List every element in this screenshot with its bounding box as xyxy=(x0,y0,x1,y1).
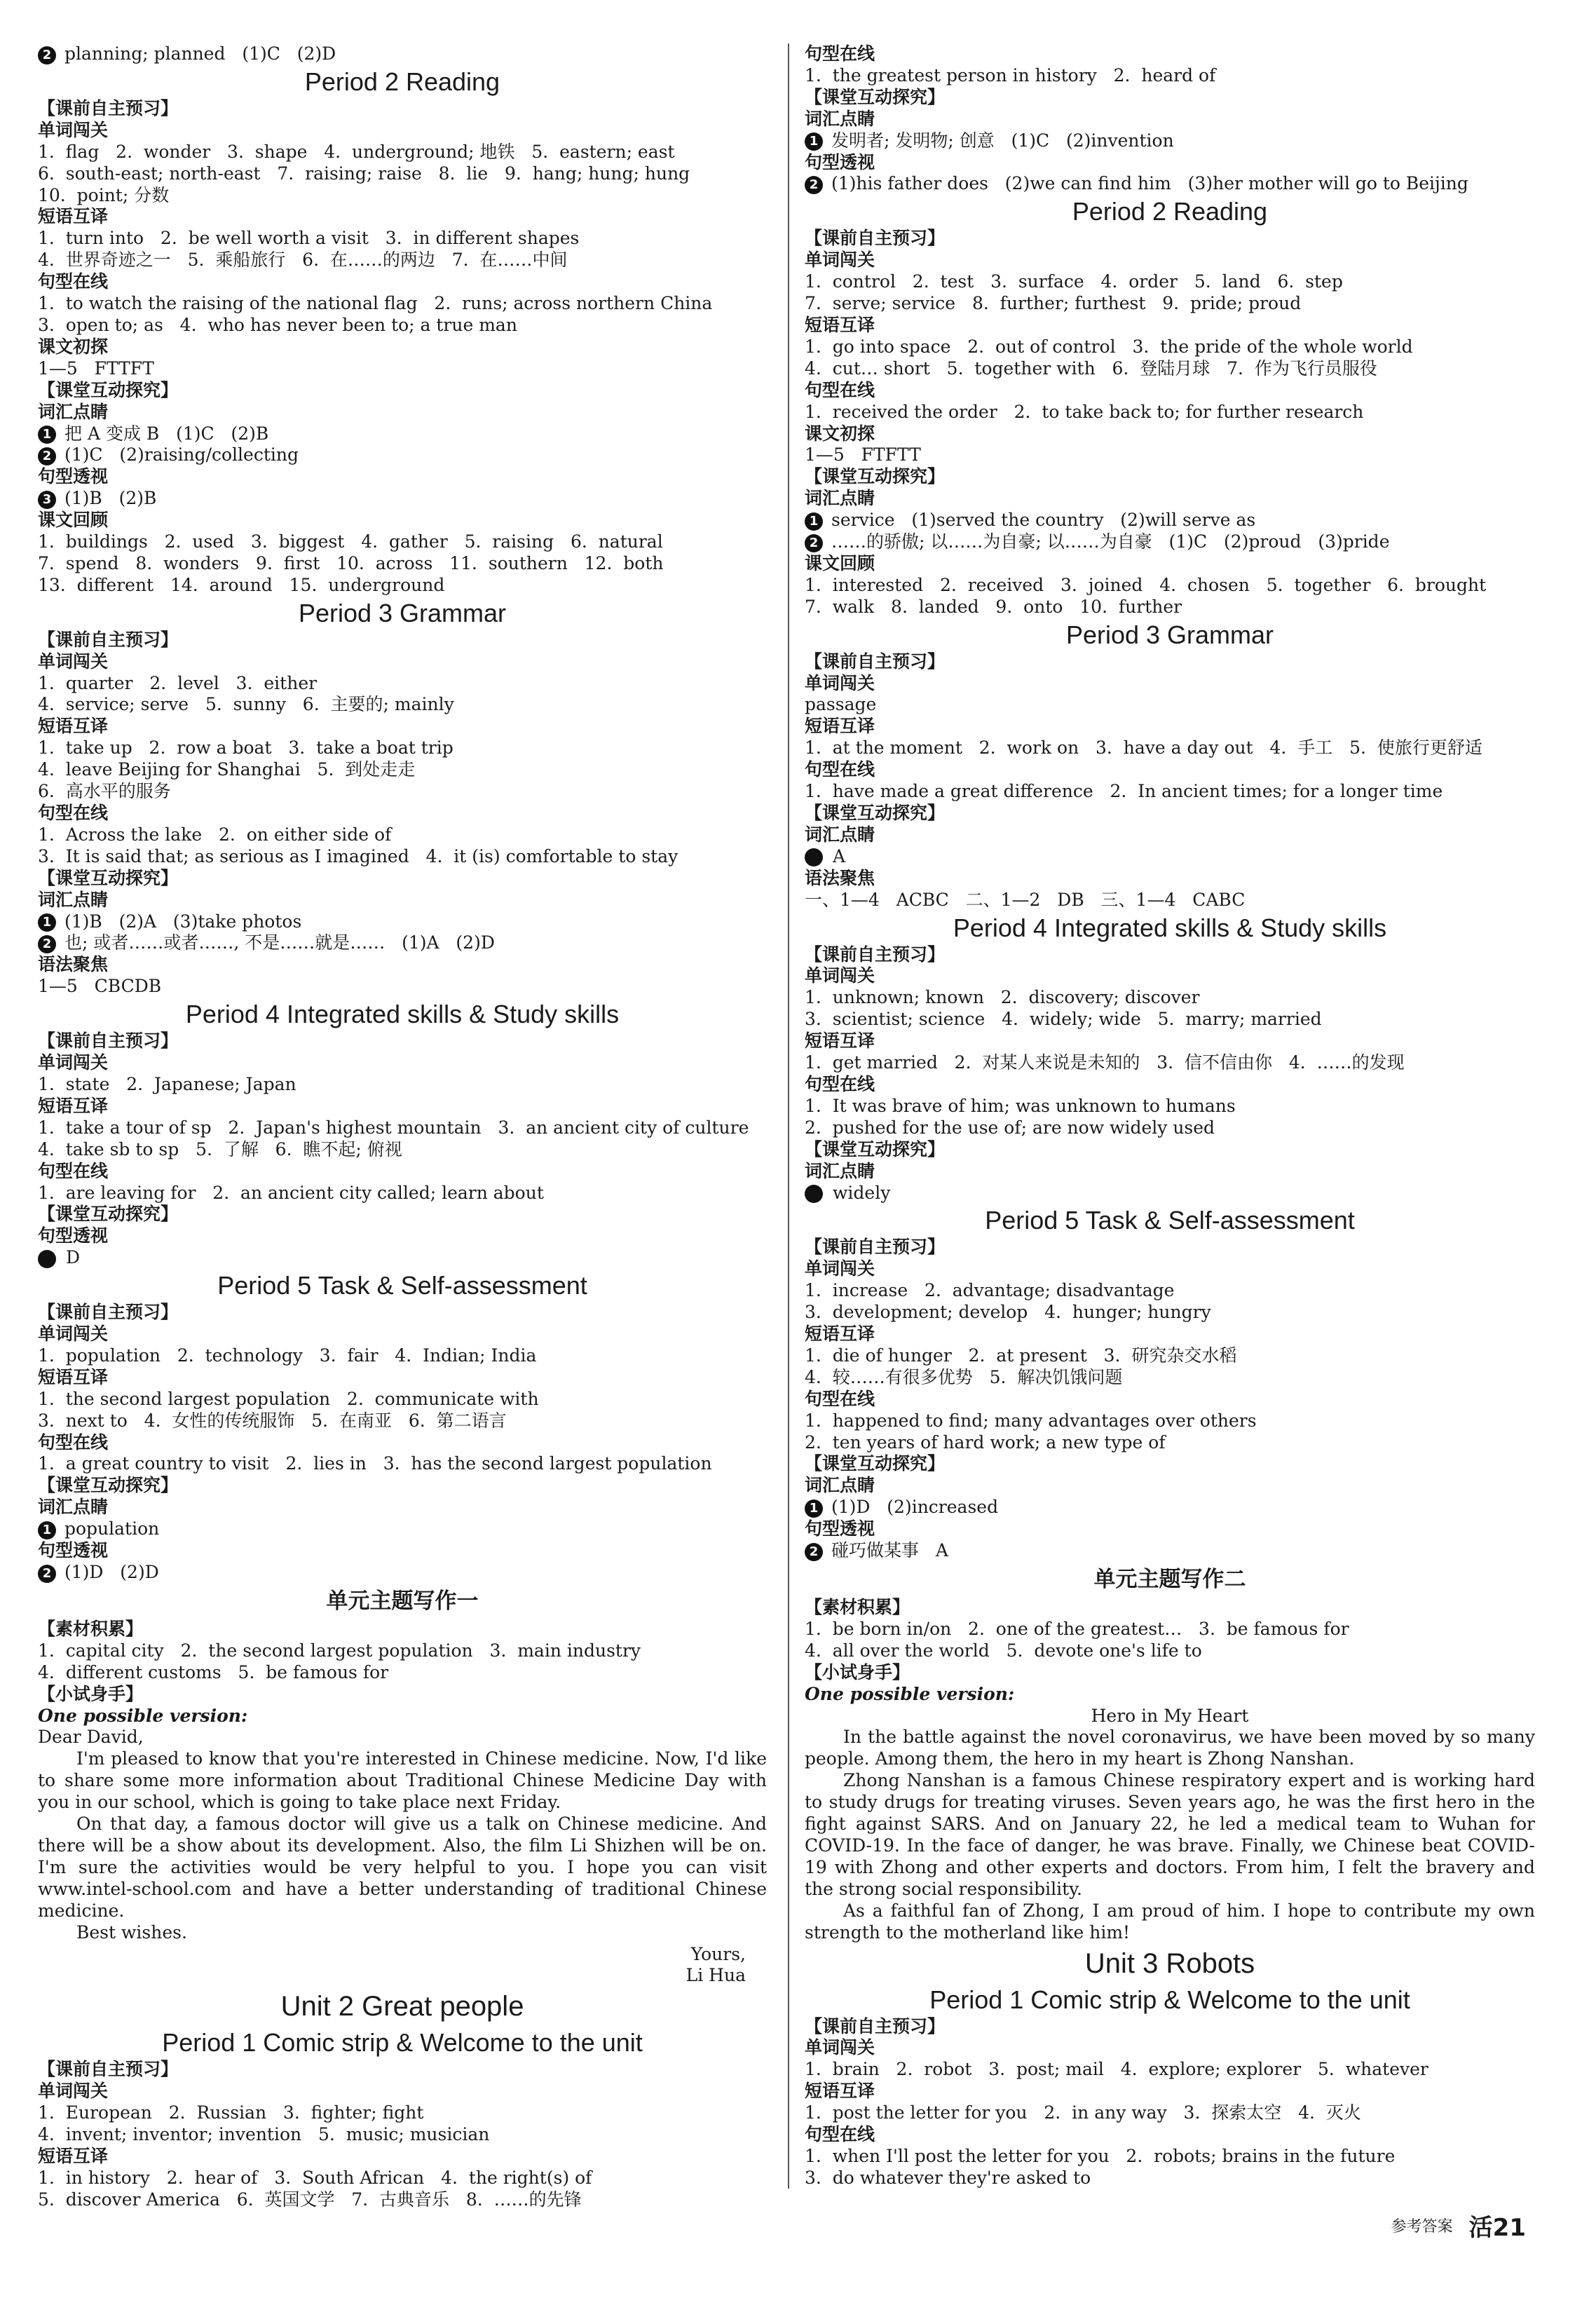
section-heading: 单词闯关 xyxy=(805,965,875,986)
answer-line: 4. different customs 5. be famous for xyxy=(38,1661,389,1682)
section-heading: 词汇点睛 xyxy=(805,108,875,129)
writing-title: 单元主题写作二 xyxy=(1093,1567,1246,1592)
section-heading: 句型在线 xyxy=(805,379,875,400)
answer-line: 1. have made a great difference 2. In ancient times; for a longer time xyxy=(805,781,1443,802)
answer-line: 3. scientist; science 4. widely; wide 5. marry; married xyxy=(805,1009,1322,1030)
answer-line: 4. 世界奇迹之一 5. 乘船旅行 6. 在……的两边 7. 在……中间 xyxy=(38,250,568,271)
answer-line xyxy=(38,488,767,510)
answer-line: 1. unknown; known 2. discovery; discover xyxy=(805,987,1200,1008)
section-heading: 句型透视 xyxy=(38,1225,109,1246)
section-heading: 词汇点睛 xyxy=(38,1497,109,1518)
section-heading: 单词闯关 xyxy=(38,119,109,140)
section-heading: 【课前自主预习】 xyxy=(805,944,946,965)
answer-line: 1. at the moment 2. work on 3. have a day out 4. 手工 5. 使旅行更舒适 xyxy=(805,737,1482,759)
section-heading: 句型在线 xyxy=(805,2124,875,2145)
answer-text: (1)his father does (2)we can find him (3)her mother will go to Beijing xyxy=(831,173,1468,194)
answer-text: 发明者; 发明物; 创意 (1)C (2)invention xyxy=(831,130,1174,151)
number-badge: 1 xyxy=(805,1500,823,1518)
answer-line xyxy=(805,531,1535,553)
letter-signature: Li Hua xyxy=(686,1965,746,1986)
answer-line: 1. the greatest person in history 2. heard of xyxy=(805,64,1216,86)
answer-line: 3. do whatever they're asked to xyxy=(805,2167,1091,2188)
answer-line xyxy=(38,1518,767,1540)
answer-line xyxy=(805,173,1535,195)
section-heading: 词汇点睛 xyxy=(38,401,109,422)
answer-line: 1. happened to find; many advantages over others xyxy=(805,1410,1257,1431)
section-heading: 课文初探 xyxy=(805,423,875,444)
answer-line: 6. 高水平的服务 xyxy=(38,781,171,802)
answer-line: 7. walk 8. landed 9. onto 10. further xyxy=(805,596,1182,617)
section-heading: 短语互译 xyxy=(805,314,875,335)
section-heading: 课文初探 xyxy=(38,336,109,357)
answer-line xyxy=(38,423,767,445)
answer-line xyxy=(805,1183,1535,1204)
section-heading: 【课前自主预习】 xyxy=(805,651,946,672)
answer-line: 1. capital city 2. the second largest population 3. main industry xyxy=(38,1640,641,1661)
section-heading: 句型在线 xyxy=(38,1432,109,1453)
letter-signature: Yours, xyxy=(690,1943,746,1964)
section-heading: 【课堂互动探究】 xyxy=(805,86,946,107)
answer-text: (1)C (2)raising/collecting xyxy=(64,444,299,465)
answer-line: 1. when I'll post the letter for you 2. robots; brains in the future xyxy=(805,2145,1396,2166)
section-heading: 【课前自主预习】 xyxy=(38,2059,179,2080)
section-heading: 句型在线 xyxy=(38,803,109,823)
answer-line: 7. spend 8. wonders 9. first 10. across 11. southern 12. both xyxy=(38,552,664,573)
section-heading: 句型在线 xyxy=(805,43,875,64)
sample-label: One possible version: xyxy=(805,1683,1015,1704)
section-heading: 词汇点睛 xyxy=(805,488,875,509)
answer-line: 1. interested 2. received 3. joined 4. chosen 5. together 6. brought xyxy=(805,574,1487,595)
answer-line: 1. It was brave of him; was unknown to humans xyxy=(805,1095,1236,1116)
section-heading: 单词闯关 xyxy=(38,1052,109,1073)
period-title: Period 5 Task & Self-assessment xyxy=(217,1271,587,1300)
answer-line: 3. open to; as 4. who has never been to; a true man xyxy=(38,314,517,335)
section-heading: 词汇点睛 xyxy=(805,824,875,845)
section-heading: 句型透视 xyxy=(805,151,875,172)
period-title: Period 1 Comic strip & Welcome to the unit xyxy=(162,2028,643,2058)
section-heading: 语法聚焦 xyxy=(805,867,875,888)
section-heading: 词汇点睛 xyxy=(805,1475,875,1496)
period-title: Period 1 Comic strip & Welcome to the unit xyxy=(929,1985,1410,2014)
answer-line: 4. all over the world 5. devote one's life to xyxy=(805,1640,1202,1661)
section-heading: 单词闯关 xyxy=(805,2037,875,2058)
answer-line xyxy=(805,846,1535,868)
period-title: Period 4 Integrated skills & Study skills xyxy=(953,913,1387,942)
bullet-dot-icon xyxy=(805,848,823,866)
answer-line xyxy=(38,1562,767,1584)
section-heading: 单词闯关 xyxy=(805,1258,875,1279)
section-heading: 【课前自主预习】 xyxy=(805,228,946,249)
answer-line: 4. take sb to sp 5. 了解 6. 瞧不起; 俯视 xyxy=(38,1138,402,1160)
answer-line: 1. state 2. Japanese; Japan xyxy=(38,1073,296,1094)
column-divider xyxy=(788,43,789,2189)
section-heading: 【课前自主预习】 xyxy=(38,1302,179,1323)
answer-text: A xyxy=(833,845,846,866)
answer-line: 1—5 FTFTT xyxy=(805,444,921,465)
answer-line: 1. die of hunger 2. at present 3. 研究杂交水稻 xyxy=(805,1345,1237,1366)
section-heading: 句型在线 xyxy=(38,1160,109,1181)
answer-text: (1)B (2)A (3)take photos xyxy=(64,911,302,932)
answer-line: 1. increase 2. advantage; disadvantage xyxy=(805,1280,1175,1301)
bullet-dot-icon xyxy=(805,1185,823,1203)
section-heading: 句型在线 xyxy=(805,1073,875,1094)
answer-line: 1. be born in/on 2. one of the greatest… 3. be famous for xyxy=(805,1618,1349,1639)
section-heading: 【课堂互动探究】 xyxy=(38,1204,179,1225)
page-footer xyxy=(1391,2208,1526,2243)
answer-line xyxy=(805,1497,1535,1518)
number-badge: 2 xyxy=(38,1565,56,1583)
section-heading: 短语互译 xyxy=(38,206,109,227)
answer-line: passage xyxy=(805,694,877,715)
number-badge: 2 xyxy=(38,447,56,465)
answer-text: 碰巧做某事 A xyxy=(831,1540,948,1561)
section-heading: 【课前自主预习】 xyxy=(38,1031,179,1052)
section-heading: 短语互译 xyxy=(805,1324,875,1345)
number-badge: 2 xyxy=(38,46,56,64)
period-title: Period 2 Reading xyxy=(1072,197,1268,226)
section-heading: 单词闯关 xyxy=(38,651,109,672)
period-title: Period 3 Grammar xyxy=(298,598,507,627)
right-column xyxy=(805,43,1535,2193)
section-heading: 单词闯关 xyxy=(805,250,875,271)
sample-label: One possible version: xyxy=(38,1705,248,1726)
answer-line: 4. cut… short 5. together with 6. 登陆月球 7. 作为飞行员服役 xyxy=(805,358,1377,379)
answer-line: 1. post the letter for you 2. in any way 3. 探索太空 4. 灭火 xyxy=(805,2102,1361,2123)
answer-line: 1—5 FTTFT xyxy=(38,358,154,379)
section-heading: 短语互译 xyxy=(38,716,109,737)
section-heading: 句型透视 xyxy=(805,1518,875,1539)
section-heading: 句型透视 xyxy=(38,466,109,487)
answer-line xyxy=(38,911,767,933)
section-heading: 短语互译 xyxy=(38,1095,109,1116)
period-title: Period 5 Task & Self-assessment xyxy=(985,1206,1355,1235)
section-heading: 【课堂互动探究】 xyxy=(38,379,179,400)
section-heading: 【课前自主预习】 xyxy=(38,629,179,650)
section-heading: 句型透视 xyxy=(38,1540,109,1561)
left-column xyxy=(38,43,767,2210)
unit-title: Unit 3 Robots xyxy=(1084,1947,1255,1979)
number-badge: 3 xyxy=(38,491,56,509)
answer-line: 1. control 2. test 3. surface 4. order 5. land 6. step xyxy=(805,271,1343,292)
answer-line: 1. in history 2. hear of 3. South African 4. the right(s) of xyxy=(38,2167,592,2188)
essay-paragraph: On that day, a famous doctor will give us a talk on Chinese medicine. And there will be a show about its development. Also, the film Li Shizhen will be on. I'm sure the activities would be very helpful to you. I hope you can visit www.intel-school.com and have a better understanding of traditional Chinese medicine. xyxy=(38,1814,767,1921)
bullet-dot-icon xyxy=(38,1250,56,1268)
letter-greeting: Dear David, xyxy=(38,1727,144,1748)
answer-line: 6. south-east; north-east 7. raising; raise 8. lie 9. hang; hung; hung xyxy=(38,163,690,184)
section-heading: 短语互译 xyxy=(805,2081,875,2102)
answer-line: 7. serve; service 8. further; furthest 9. pride; proud xyxy=(805,293,1302,314)
answer-line: 3. next to 4. 女性的传统服饰 5. 在南亚 6. 第二语言 xyxy=(38,1410,507,1431)
essay-paragraph: As a faithful fan of Zhong, I am proud of him. I hope to contribute my own strength to the motherland like him! xyxy=(805,1900,1535,1943)
answer-line: 2. ten years of hard work; a new type of xyxy=(805,1432,1166,1453)
number-badge: 1 xyxy=(805,132,823,151)
period-title: Period 3 Grammar xyxy=(1065,620,1274,649)
answer-line: 3. development; develop 4. hunger; hungry xyxy=(805,1302,1211,1323)
answer-line: 1. quarter 2. level 3. either xyxy=(38,672,318,693)
answer-line: 1. buildings 2. used 3. biggest 4. gather 5. raising 6. natural xyxy=(38,531,663,552)
essay-paragraph: Zhong Nanshan is a famous Chinese respiratory expert and is working hard to study drugs for treating viruses. Seven years ago, he was the first hero in the fight against SARS. And on January 22, he led a medical team to Wuhan for COVID-19. In the face of danger, he was brave. Finally, we Chinese beat COVID-19 with Zhong and other experts and doctors. From him, I felt the bravery and the strong social responsibility. xyxy=(805,1770,1535,1899)
section-heading: 句型在线 xyxy=(805,759,875,780)
section-heading: 短语互译 xyxy=(38,2145,109,2166)
number-badge: 2 xyxy=(805,1543,823,1561)
section-heading: 单词闯关 xyxy=(38,2081,109,2102)
number-badge: 2 xyxy=(38,935,56,953)
essay-paragraph: I'm pleased to know that you're interested in Chinese medicine. Now, I'd like to share some more information about Traditional Chinese Medicine Day with you in our school, which is going to take place next Friday. xyxy=(38,1748,767,1813)
answer-line: 4. invent; inventor; invention 5. music; musician xyxy=(38,2124,490,2145)
answer-line: 1. the second largest population 2. communicate with xyxy=(38,1388,539,1409)
answer-line: 1. turn into 2. be well worth a visit 3. in different shapes xyxy=(38,228,580,249)
answer-line xyxy=(38,43,767,65)
essay-paragraph: Best wishes. xyxy=(76,1922,187,1943)
number-badge: 1 xyxy=(38,913,56,932)
section-heading: 课文回顾 xyxy=(38,510,109,531)
page-number: 活21 xyxy=(1468,2214,1526,2242)
section-heading: 【课前自主预习】 xyxy=(805,1237,946,1258)
answer-line: 4. service; serve 5. sunny 6. 主要的; mainly xyxy=(38,694,454,715)
answer-line: 1—5 CBCDB xyxy=(38,976,162,997)
section-heading: 【素材积累】 xyxy=(38,1618,144,1639)
section-heading: 短语互译 xyxy=(805,716,875,737)
section-heading: 【课堂互动探究】 xyxy=(805,1453,946,1474)
answer-line: 4. 较……有很多优势 5. 解决饥饿问题 xyxy=(805,1366,1123,1387)
section-heading: 【课前自主预习】 xyxy=(38,97,179,118)
essay-title: Hero in My Heart xyxy=(1091,1705,1249,1726)
answer-line: 1. get married 2. 对某人来说是未知的 3. 信不信由你 4. ……的发现 xyxy=(805,1052,1405,1073)
answer-text: (1)B (2)B xyxy=(64,488,157,509)
answer-line: 2. pushed for the use of; are now widely used xyxy=(805,1117,1215,1138)
answer-line: 1. a great country to visit 2. lies in 3. has the second largest population xyxy=(38,1453,712,1474)
answer-text: (1)D (2)D xyxy=(64,1562,159,1582)
answer-line: 1. European 2. Russian 3. fighter; fight xyxy=(38,2102,424,2123)
answer-line xyxy=(38,444,767,466)
answer-line: 1. go into space 2. out of control 3. the pride of the whole world xyxy=(805,336,1413,357)
answer-line: 1. brain 2. robot 3. post; mail 4. explore; explorer 5. whatever xyxy=(805,2059,1428,2080)
answer-line: 1. received the order 2. to take back to; for further research xyxy=(805,401,1364,422)
answer-text: 也; 或者……或者……, 不是……就是…… (1)A (2)D xyxy=(64,932,495,953)
answer-line: 1. take a tour of sp 2. Japan's highest mountain 3. an ancient city of culture xyxy=(38,1117,749,1138)
writing-title: 单元主题写作一 xyxy=(326,1588,479,1614)
section-heading: 词汇点睛 xyxy=(38,889,109,910)
answer-line xyxy=(38,932,767,954)
section-heading: 【课堂互动探究】 xyxy=(805,466,946,487)
unit-title: Unit 2 Great people xyxy=(280,1991,524,2022)
answer-line: 1. to watch the raising of the national flag 2. runs; across northern China xyxy=(38,293,713,314)
section-heading: 句型在线 xyxy=(805,1388,875,1409)
answer-text: (1)D (2)increased xyxy=(831,1497,999,1518)
answer-text: ……的骄傲; 以……为自豪; 以……为自豪 (1)C (2)proud (3)pride xyxy=(831,531,1390,552)
number-badge: 2 xyxy=(805,176,823,194)
answer-line: 1. take up 2. row a boat 3. take a boat trip xyxy=(38,737,453,759)
period-title: Period 4 Integrated skills & Study skills xyxy=(185,1000,620,1029)
section-heading: 单词闯关 xyxy=(38,1324,109,1345)
section-heading: 【小试身手】 xyxy=(805,1661,910,1682)
section-heading: 短语互译 xyxy=(38,1366,109,1387)
essay-paragraph: In the battle against the novel coronavirus, we have been moved by so many people. Among them, the hero in my heart is Zhong Nanshan. xyxy=(805,1727,1535,1769)
period-title: Period 2 Reading xyxy=(304,67,500,96)
section-heading: 语法聚焦 xyxy=(38,954,109,975)
section-heading: 【课堂互动探究】 xyxy=(38,1475,179,1496)
number-badge: 1 xyxy=(38,426,56,444)
answer-line xyxy=(805,510,1535,531)
number-badge: 1 xyxy=(805,512,823,531)
number-badge: 1 xyxy=(38,1521,56,1539)
section-heading: 【课前自主预习】 xyxy=(805,2015,946,2036)
number-badge: 2 xyxy=(805,534,823,552)
answer-line: 1. are leaving for 2. an ancient city called; learn about xyxy=(38,1182,544,1203)
answer-text: widely xyxy=(833,1182,891,1203)
section-heading: 【素材积累】 xyxy=(805,1597,910,1617)
answer-text: 把 A 变成 B (1)C (2)B xyxy=(64,423,269,444)
answer-line: 3. It is said that; as serious as I imagined 4. it (is) comfortable to stay xyxy=(38,845,678,866)
section-heading: 词汇点睛 xyxy=(805,1160,875,1181)
answer-line: 5. discover America 6. 英国文学 7. 古典音乐 8. ……的先锋 xyxy=(38,2189,582,2210)
section-heading: 【课堂互动探究】 xyxy=(805,1138,946,1160)
answer-text: D xyxy=(66,1247,81,1268)
section-heading: 单词闯关 xyxy=(805,672,875,693)
answer-text: planning; planned (1)C (2)D xyxy=(64,43,336,64)
answer-line: 一、1—4 ACBC 二、1—2 DB 三、1—4 CABC xyxy=(805,889,1246,910)
answer-line: 1. flag 2. wonder 3. shape 4. underground; 地铁 5. eastern; east xyxy=(38,141,675,162)
answer-line xyxy=(805,1540,1535,1562)
answer-text: population xyxy=(64,1518,160,1539)
answer-line: 4. leave Beijing for Shanghai 5. 到处走走 xyxy=(38,759,416,780)
answer-line: 1. Across the lake 2. on either side of xyxy=(38,824,392,845)
answer-line: 13. different 14. around 15. underground xyxy=(38,574,445,595)
section-heading: 【课堂互动探究】 xyxy=(805,803,946,823)
answer-line xyxy=(805,130,1535,152)
answer-line: 1. population 2. technology 3. fair 4. Indian; India xyxy=(38,1345,537,1366)
section-heading: 课文回顾 xyxy=(805,552,875,573)
section-heading: 【小试身手】 xyxy=(38,1683,144,1704)
section-heading: 短语互译 xyxy=(805,1031,875,1052)
answer-line xyxy=(38,1247,767,1269)
answer-text: service (1)served the country (2)will serve as xyxy=(831,510,1256,531)
footer-label: 参考答案 xyxy=(1391,2218,1453,2236)
section-heading: 句型在线 xyxy=(38,271,109,292)
section-heading: 【课堂互动探究】 xyxy=(38,867,179,888)
answer-line: 10. point; 分数 xyxy=(38,184,170,205)
